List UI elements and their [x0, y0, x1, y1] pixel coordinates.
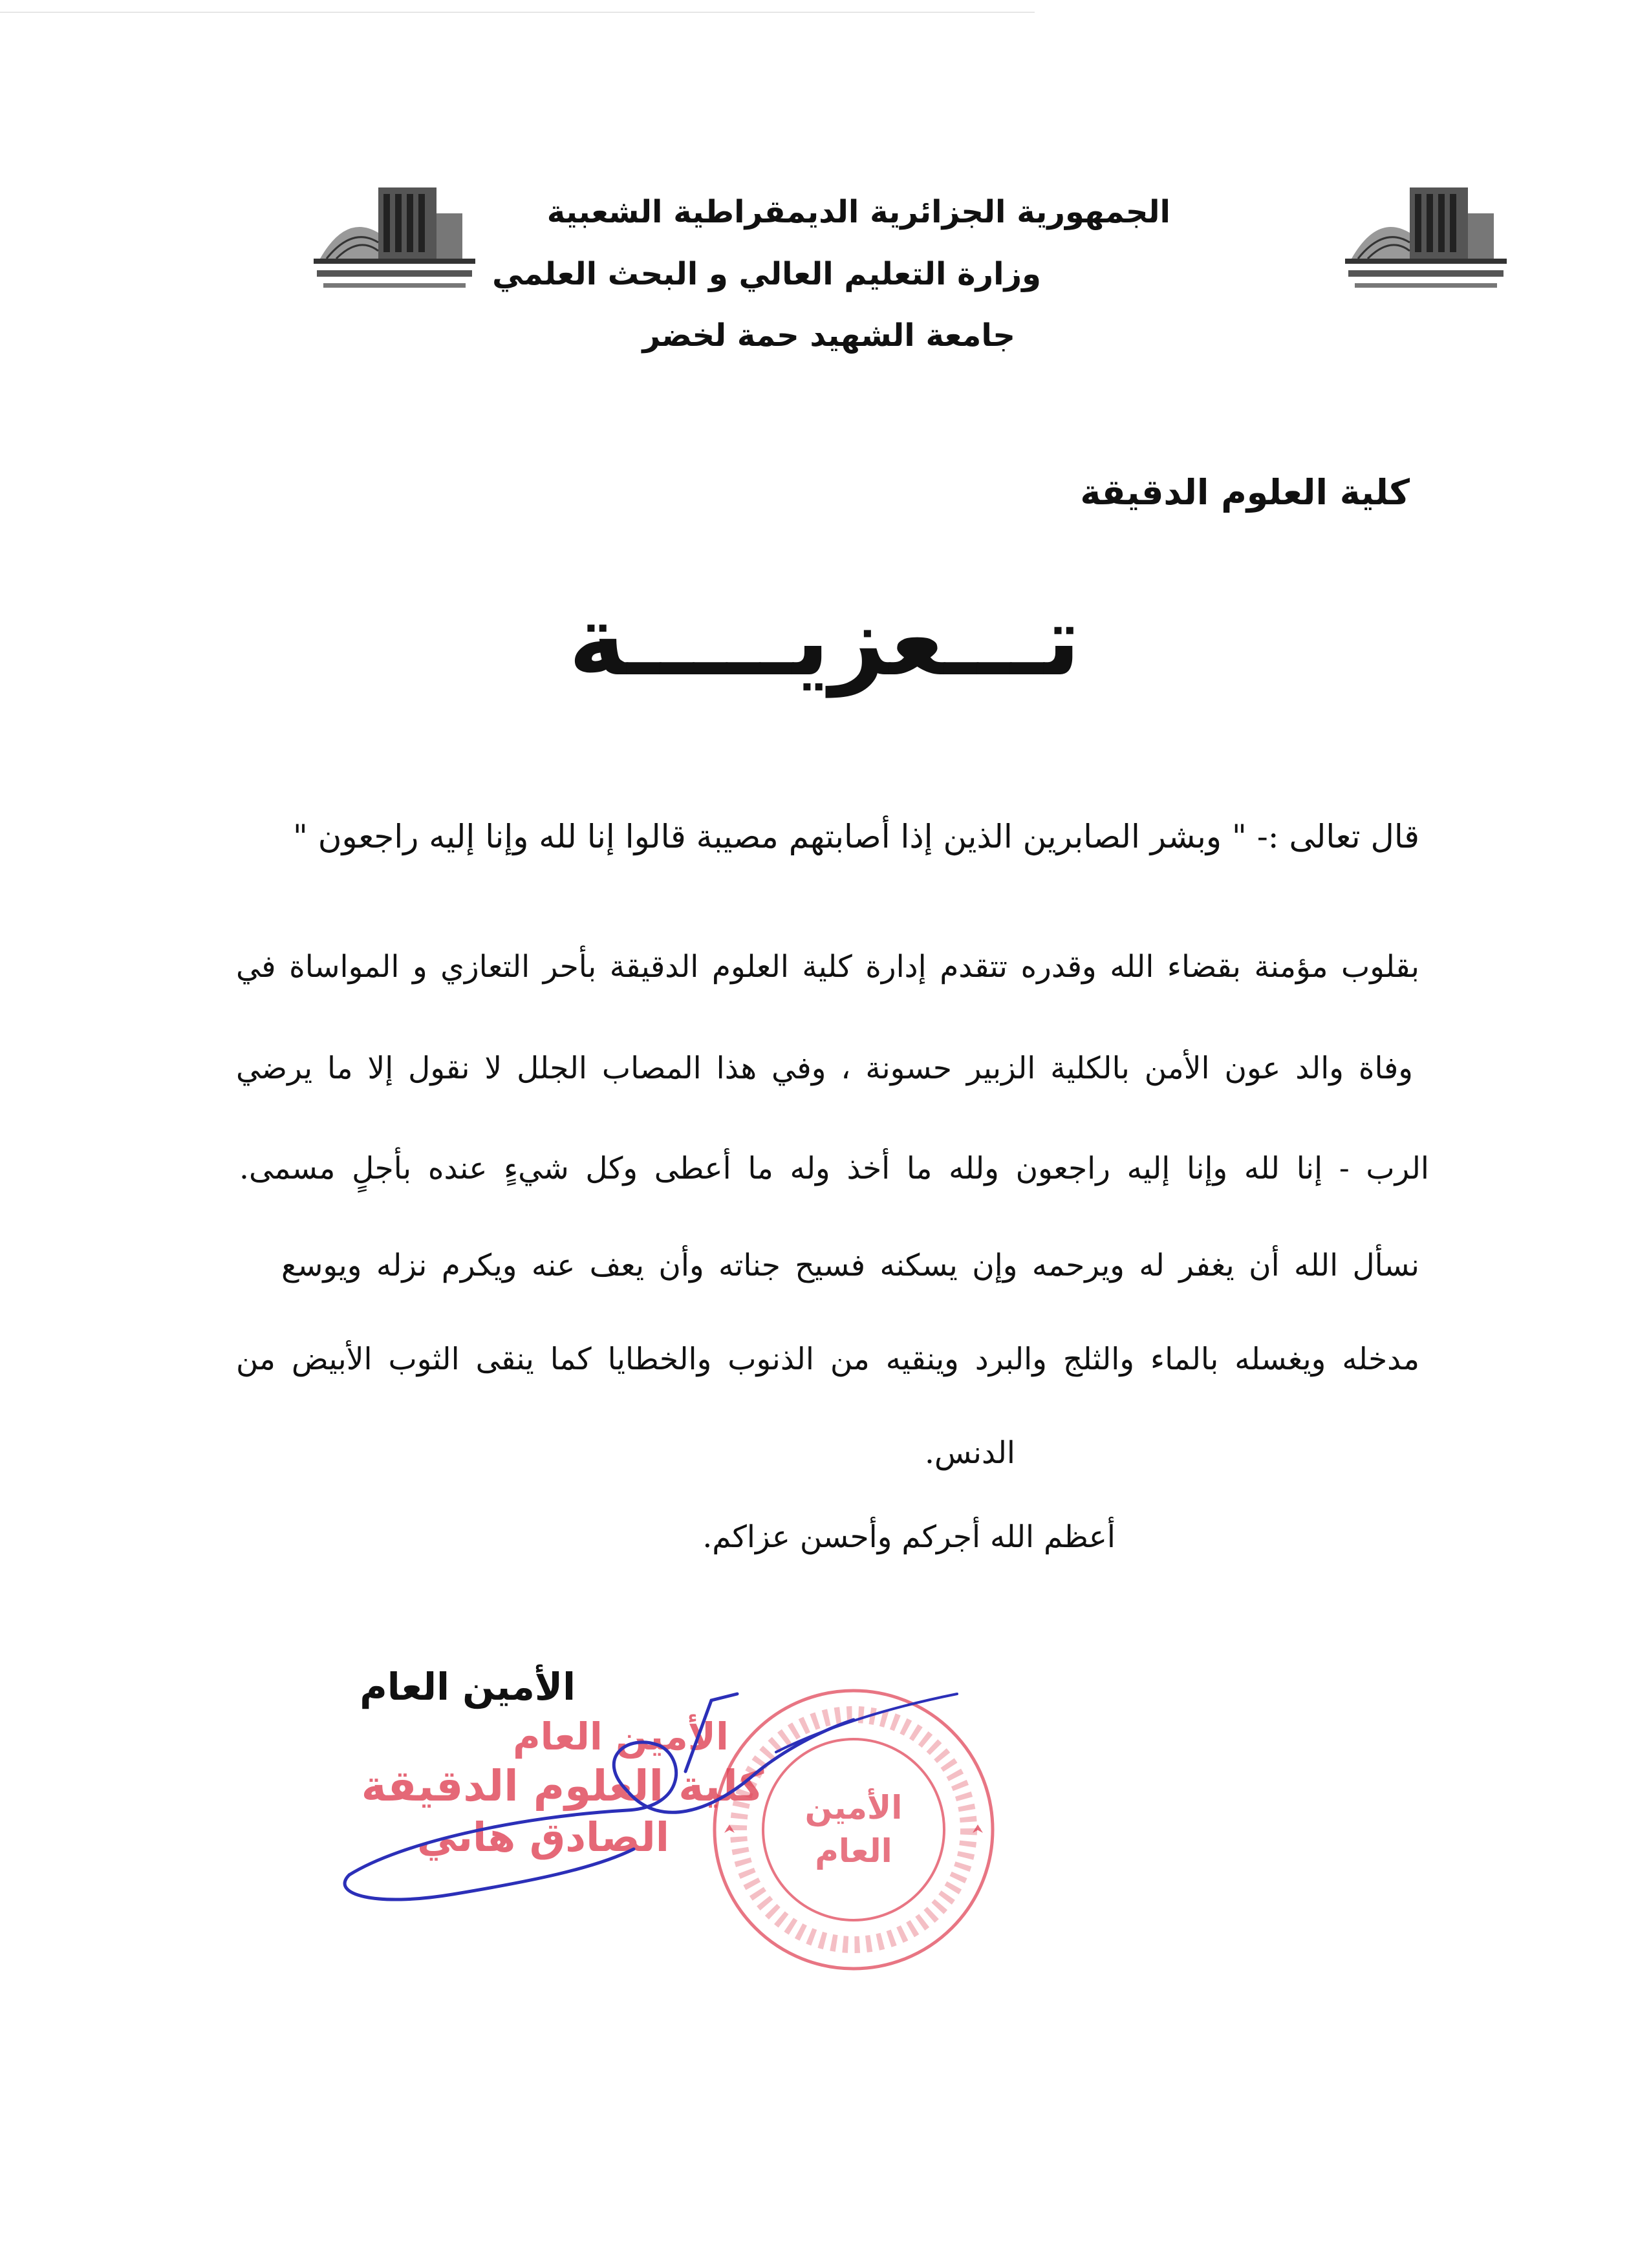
signature-scribble-icon — [323, 1681, 970, 1927]
quran-verse: قال تعالى :- " وبشر الصابرين الذين إذا أصابتهم مصيبة قالوا إنا لله وإنا إليه راجعون " — [292, 818, 1419, 855]
ministry-name: وزارة التعليم العالي و البحث العلمي — [492, 255, 1041, 292]
stamp-title: الأمين العام — [513, 1715, 729, 1759]
paragraph-line: مدخله ويغسله بالماء والثلج والبرد وينقيه من الذنوب والخطايا كما ينقى الثوب الأبيض من — [236, 1342, 1419, 1377]
university-name: جامعة الشهيد حمة لخضر — [642, 317, 1015, 354]
closing-phrase: أعظم الله أجركم وأحسن عزاكم. — [702, 1519, 1116, 1555]
country-name: الجمهورية الجزائرية الديمقراطية الشعبية — [546, 194, 1170, 230]
university-logo-icon — [307, 175, 482, 297]
paragraph-line: وفاة والد عون الأمن بالكلية الزبير حسونة ، وفي هذا المصاب الجلل لا نقول إلا ما يرضي — [236, 1051, 1413, 1086]
stamp-faculty: كلية العلوم الدقيقة — [361, 1760, 764, 1811]
handwritten-signature — [323, 1681, 970, 1927]
stamp-name: الصادق هاني — [416, 1813, 669, 1861]
seal-center-top: الأمين — [804, 1788, 903, 1826]
university-logo-left — [307, 175, 482, 297]
letterhead — [492, 194, 1170, 355]
paragraph-line: بقلوب مؤمنة بقضاء الله وقدره تتقدم إدارة كلية العلوم الدقيقة بأحر التعازي و المواساة في — [236, 949, 1419, 985]
scan-edge-line — [0, 12, 1035, 13]
document-title: تـــعزيـــــة — [568, 585, 1081, 698]
paragraph-line: الدنس. — [925, 1435, 1015, 1471]
university-logo-icon — [1339, 175, 1513, 297]
university-logo-right — [1339, 175, 1513, 297]
paragraph-line: الرب - إنا لله وإنا إليه راجعون ولله ما أخذ وله ما أعطى وكل شيءٍ عنده بأجلٍ مسمى. — [239, 1151, 1429, 1186]
signatory-title: الأمين العام — [360, 1665, 576, 1709]
seal-center-bottom: العام — [815, 1832, 892, 1870]
paragraph-line: نسأل الله أن يغفر له ويرحمه وإن يسكنه فسيح جناته وأن يعف عنه ويكرم نزله ويوسع — [281, 1248, 1419, 1283]
faculty-name: كلية العلوم الدقيقة — [1080, 472, 1410, 513]
